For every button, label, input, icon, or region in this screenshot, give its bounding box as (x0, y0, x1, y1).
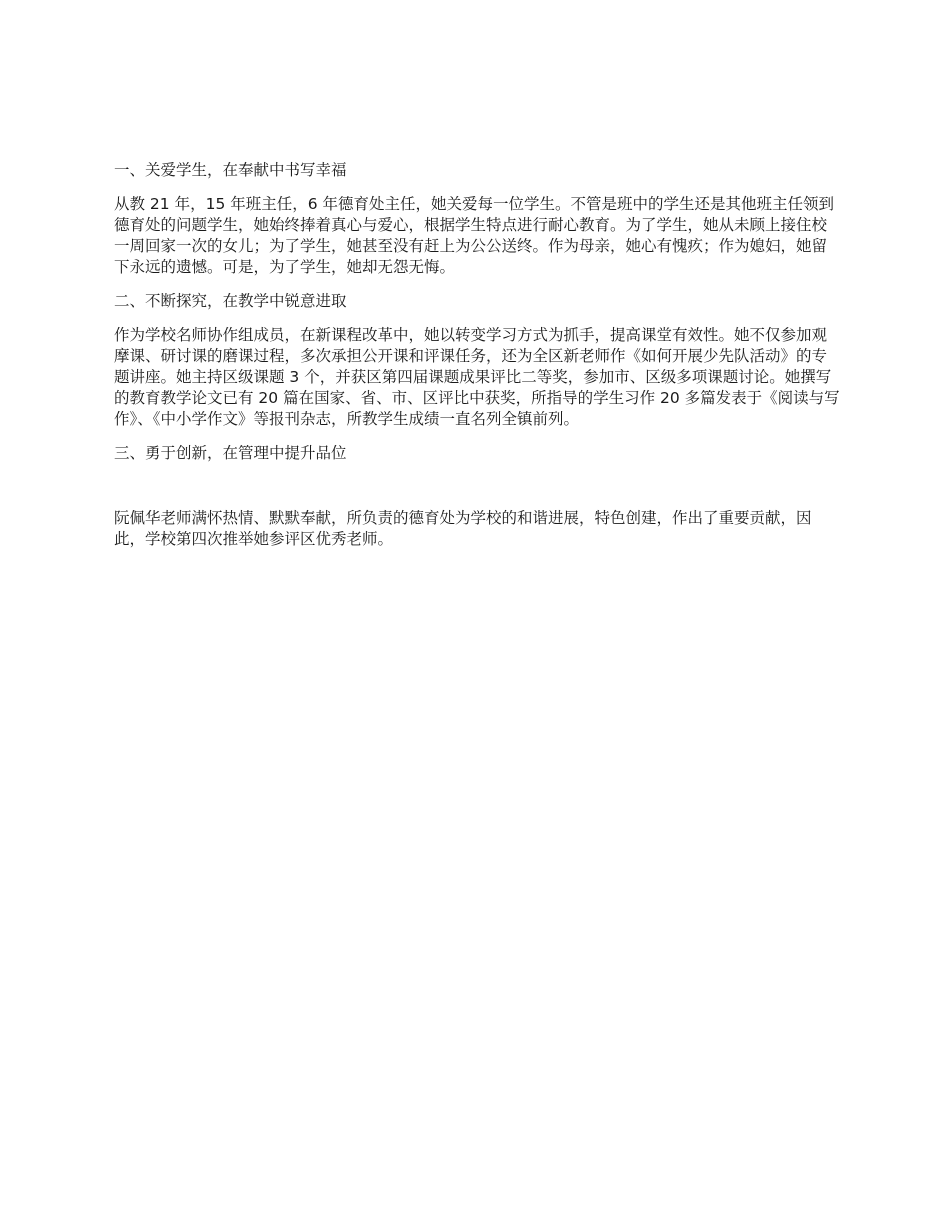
closing-paragraph: 阮佩华老师满怀热情、默默奉献，所负责的德育处为学校的和谐进展，特色创建，作出了重要贡献，因此，学校第四次推举她参评区优秀老师。 (114, 509, 812, 548)
section-heading-1: 一、关爱学生，在奉献中书写幸福 (114, 161, 347, 179)
section-paragraph-2: 作为学校名师协作组成员，在新课程改革中，她以转变学习方式为抓手，提高课堂有效性。她不仅参加观摩课、研讨课的磨课过程，多次承担公开课和评课任务，还为全区新老师作《如何开展少先队活动》的专题讲座。她主持区级课题 3 个，并获区第四届课题成果评比二等奖，参加市、区级多项课题讨论。她撰写的教育教学论文已有 20 篇在国家、省、市、区评比中获奖，所指导的学生习作 20 多篇发表于《阅读与写作》、《中小学作文》等报刊杂志，所教学生成绩一直名列全镇前列。 (114, 326, 840, 428)
section-paragraph-1: 从教 21 年，15 年班主任，6 年德育处主任，她关爱每一位学生。不管是班中的学生还是其他班主任领到德育处的问题学生，她始终捧着真心与爱心，根据学生特点进行耐心教育。为了学生，她从未顾上接住校一周回家一次的女儿；为了学生，她甚至没有赶上为公公送终。作为母亲，她心有愧疚；作为媳妇，她留下永远的遗憾。可是，为了学生，她却无怨无悔。 (114, 195, 835, 276)
blank-space (114, 464, 840, 508)
section-heading-3: 三、勇于创新，在管理中提升品位 (114, 444, 347, 462)
document-body (114, 160, 840, 563)
section-heading-2: 二、不断探究，在教学中锐意进取 (114, 292, 347, 310)
